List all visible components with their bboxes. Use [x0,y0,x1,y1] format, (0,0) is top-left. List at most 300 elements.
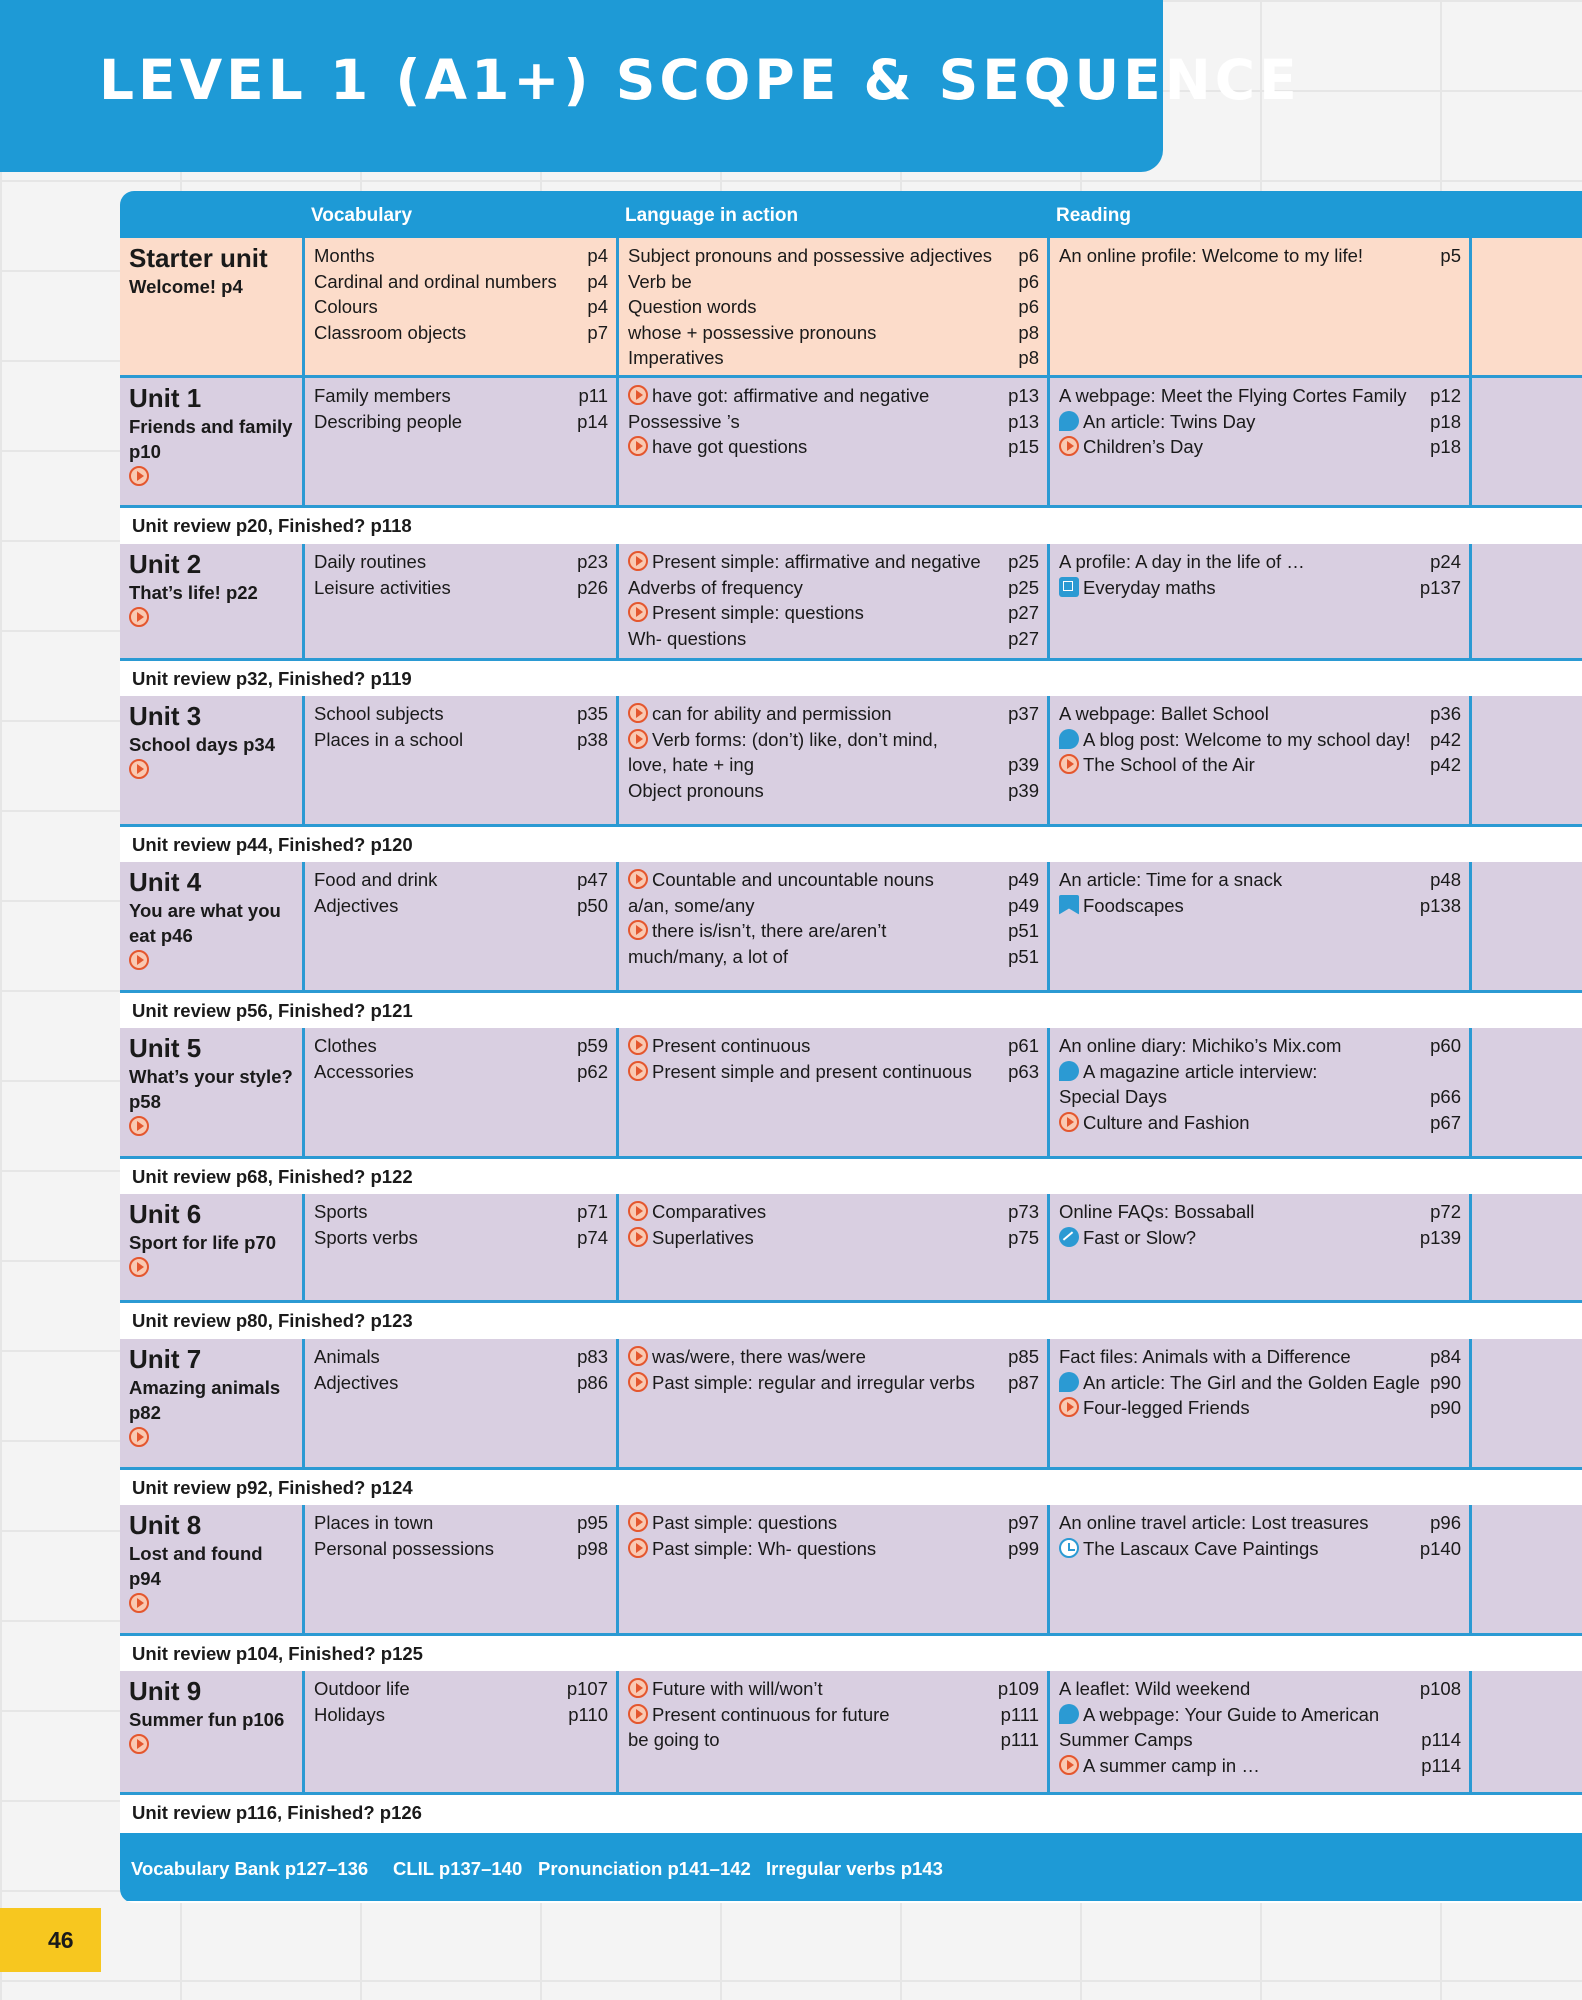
video-icon[interactable] [129,607,149,627]
entry-text: much/many, a lot of [628,945,789,967]
entry-text: Online FAQs: Bossaball [1059,1201,1255,1222]
video-icon [1059,1112,1079,1132]
table-entry [1059,1199,1461,1225]
entry-text: Adjectives [314,1371,399,1393]
table-entry [628,778,1039,804]
entry-text: Special Days [1059,1086,1167,1107]
entry-page: p38 [577,728,608,750]
entry-text: Present simple and present continuous [652,1060,972,1082]
table-entry [628,383,1039,409]
entry-text: Sports [314,1201,368,1222]
video-icon[interactable] [129,950,149,970]
table-entry [1059,727,1461,753]
entry-page: p6 [1018,270,1039,292]
unit-subtitle: You are what you eat p46 [129,900,281,946]
entry-text: Adverbs of frequency [628,576,803,598]
entry-text: Cardinal and ordinal numbers [314,270,557,292]
entry-text: An article: Time for a snack [1059,869,1283,890]
video-icon [628,1035,648,1055]
entry-page: p50 [577,894,608,916]
page-number: 46 [0,1908,101,1972]
entry-text: A blog post: Welcome to my school day! [1083,728,1411,750]
table-entry [628,626,1039,652]
table-entry [628,752,1039,778]
entry-page: p96 [1430,1512,1461,1533]
vocabulary-cell [302,378,616,505]
video-icon [628,1512,648,1532]
table-entry [314,893,608,919]
speech-icon [1059,411,1079,431]
entry-page: p86 [577,1371,608,1393]
video-icon [628,920,648,940]
entry-text: a/an, some/any [628,894,755,916]
vocabulary-cell [302,1339,616,1467]
unit-row [120,544,1582,661]
entry-text: An online profile: Welcome to my life! [1059,245,1364,266]
overflow-cell [1469,1194,1582,1300]
vocabulary-cell [302,238,616,375]
table-entry [1059,893,1461,919]
table-entry [1059,383,1461,409]
entry-text: Outdoor life [314,1678,410,1699]
unit-subtitle: Amazing animals p82 [129,1377,281,1423]
history-icon [1059,1538,1079,1558]
entry-page: p23 [577,551,608,572]
unit-name: Starter unit [129,243,268,273]
entry-text: An article: Twins Day [1083,410,1256,432]
entry-page: p95 [577,1512,608,1533]
video-icon [628,551,648,571]
entry-page: p37 [1008,703,1039,724]
speech-icon [1059,1061,1079,1081]
reading-cell [1047,544,1469,658]
table-entry [1059,575,1461,601]
entry-text: Daily routines [314,551,427,572]
unit-subtitle: That’s life! p22 [129,582,258,603]
video-icon[interactable] [129,1593,149,1613]
entry-page: p13 [1008,385,1039,406]
unit-name: Unit 8 [129,1510,202,1540]
entry-page: p99 [1008,1537,1039,1559]
entry-page: p111 [1000,1729,1039,1750]
entry-page: p108 [1419,1678,1461,1699]
entry-text: Months [314,245,375,266]
overflow-cell [1469,1028,1582,1156]
unit-title-cell [120,1505,302,1633]
table-entry [1059,1344,1461,1370]
entry-text: Comparatives [652,1201,767,1222]
entry-page: p5 [1440,245,1461,266]
entry-page: p90 [1430,1371,1461,1393]
table-entry [1059,701,1461,727]
footer-link[interactable]: Vocabulary Bank p127–136 [131,1858,369,1879]
entry-text: Present continuous [652,1035,811,1056]
overflow-cell [1469,1339,1582,1467]
table-entry [1059,1084,1461,1110]
table-entry [628,1702,1039,1728]
table-entry [628,1536,1039,1562]
entry-page: p114 [1421,1729,1461,1750]
entry-page: p26 [577,576,608,598]
entry-text: there is/isn’t, there are/aren’t [652,920,887,941]
table-entry [314,294,608,320]
reading-cell [1047,862,1469,990]
table-header [120,191,1582,238]
entry-text: A webpage: Your Guide to American [1083,1703,1380,1725]
table-entry [628,434,1039,460]
video-icon[interactable] [129,466,149,486]
table-entry [314,320,608,346]
unit-name: Unit 9 [129,1676,202,1706]
table-entry [628,1370,1039,1396]
unit-row [120,238,1582,378]
video-icon[interactable] [129,1734,149,1754]
video-icon [628,1678,648,1698]
video-icon [1059,1755,1079,1775]
table-entry [628,600,1039,626]
unit-title-cell [120,1671,302,1792]
video-icon [628,1704,648,1724]
table-entry [314,409,608,435]
video-icon[interactable] [129,1116,149,1136]
table-entry [628,1510,1039,1536]
table-entry [1059,1727,1461,1753]
unit-title-cell [120,1194,302,1300]
vocabulary-cell [302,544,616,658]
table-entry [628,1199,1039,1225]
entry-page: p97 [1008,1512,1039,1533]
footer-link[interactable]: Irregular verbs p143 [766,1858,943,1879]
entry-text: A webpage: Meet the Flying Cortes Family [1059,385,1407,406]
entry-page: p85 [1008,1346,1039,1367]
entry-page: p39 [1008,754,1039,775]
unit-review: Unit review p92, Finished? p124 [120,1470,1582,1505]
entry-page: p27 [1008,602,1039,623]
unit-subtitle: Welcome! p4 [129,276,243,297]
language-cell [616,1194,1047,1300]
entry-text: Countable and uncountable nouns [652,869,934,890]
entry-text: Possessive ’s [628,410,740,432]
entry-page: p39 [1008,779,1039,801]
entry-text: Leisure activities [314,576,451,598]
entry-page: p35 [577,703,608,724]
entry-text: was/were, there was/were [652,1346,866,1367]
entry-page: p12 [1430,385,1461,406]
table-entry [1059,1395,1461,1421]
entry-page: p48 [1430,869,1461,890]
entry-text: Sports verbs [314,1226,418,1248]
entry-page: p61 [1008,1035,1039,1056]
entry-page: p59 [577,1035,608,1056]
unit-review: Unit review p104, Finished? p125 [120,1636,1582,1671]
entry-page: p47 [577,869,608,890]
table-entry [628,867,1039,893]
entry-page: p74 [577,1226,608,1248]
entry-page: p36 [1430,703,1461,724]
table-entry [1059,867,1461,893]
video-icon[interactable] [129,1427,149,1447]
language-cell [616,1671,1047,1792]
entry-text: The Lascaux Cave Paintings [1083,1537,1319,1559]
table-entry [628,243,1039,269]
video-icon [628,602,648,622]
video-icon [1059,1397,1079,1417]
entry-page: p42 [1430,754,1461,775]
entry-page: p137 [1419,576,1461,598]
unit-row [120,378,1582,508]
table-entry [314,701,608,727]
entry-text: Clothes [314,1035,377,1056]
entry-page: p4 [587,245,608,266]
overflow-cell [1469,378,1582,505]
video-icon [628,869,648,889]
entry-text: Family members [314,385,451,406]
entry-text: Classroom objects [314,321,467,343]
reading-cell [1047,238,1469,375]
speech-icon [1059,1372,1079,1392]
unit-subtitle: Lost and found p94 [129,1543,263,1589]
table-entry [314,1536,608,1562]
entry-page: p18 [1430,410,1461,432]
overflow-cell [1469,1505,1582,1633]
unit-title-cell [120,378,302,505]
entry-page: p4 [587,270,608,292]
video-icon [628,1201,648,1221]
language-cell [616,862,1047,990]
unit-review: Unit review p20, Finished? p118 [120,508,1582,543]
scope-table [120,191,1582,1903]
unit-title-cell [120,1028,302,1156]
reading-cell [1047,1671,1469,1792]
entry-page: p25 [1008,551,1039,572]
entry-page: p87 [1008,1371,1039,1393]
entry-text: Verb be [628,270,692,292]
reading-cell [1047,696,1469,824]
language-cell [616,378,1047,505]
table-entry [628,1225,1039,1251]
col-header-language: Language in action [625,205,799,226]
entry-text: Food and drink [314,869,438,890]
unit-name: Unit 4 [129,867,202,897]
entry-page: p67 [1430,1111,1461,1133]
table-entry [1059,1702,1461,1728]
entry-text: Everyday maths [1083,576,1216,598]
language-cell [616,1505,1047,1633]
entry-page: p60 [1430,1035,1461,1056]
unit-title-cell [120,862,302,990]
reading-cell [1047,1194,1469,1300]
entry-text: Future with will/won’t [652,1678,823,1699]
video-icon [628,1346,648,1366]
entry-page: p15 [1008,436,1039,457]
unit-title-cell [120,1339,302,1467]
entry-text: Foodscapes [1083,894,1184,916]
overflow-cell [1469,1671,1582,1792]
geo-icon [1059,895,1079,915]
entry-text: An article: The Girl and the Golden Eagle [1083,1371,1420,1393]
table-entry [314,1370,608,1396]
entry-page: p27 [1008,627,1039,649]
vocabulary-cell [302,696,616,824]
table-entry [628,1676,1039,1702]
entry-text: Accessories [314,1060,414,1082]
overflow-cell [1469,862,1582,990]
entry-text: An online diary: Michiko’s Mix.com [1059,1035,1342,1056]
entry-page: p109 [997,1678,1039,1699]
entry-text: Past simple: regular and irregular verbs [652,1371,975,1393]
vocabulary-cell [302,1505,616,1633]
entry-text: Present simple: questions [652,602,864,623]
video-icon [628,385,648,405]
table-entry [628,1059,1039,1085]
entry-text: Culture and Fashion [1083,1111,1250,1133]
reading-cell [1047,378,1469,505]
entry-text: Four-legged Friends [1083,1397,1250,1418]
entry-text: Wh- questions [628,627,747,649]
table-entry [628,345,1039,371]
entry-page: p107 [566,1678,608,1699]
table-entry [314,549,608,575]
unit-title-cell [120,544,302,658]
video-icon[interactable] [129,759,149,779]
table-entry [628,944,1039,970]
unit-subtitle: Friends and family p10 [129,416,293,462]
entry-page: p51 [1008,945,1039,967]
entry-text: have got questions [652,436,808,457]
entry-page: p139 [1419,1226,1461,1248]
table-entry [628,1727,1039,1753]
table-entry [314,1033,608,1059]
entry-page: p83 [577,1346,608,1367]
unit-row [120,1505,1582,1636]
entry-page: p8 [1018,321,1039,343]
unit-review: Unit review p116, Finished? p126 [120,1795,1582,1830]
table-entry [628,701,1039,727]
table-entry [1059,549,1461,575]
table-entry [628,320,1039,346]
unit-row [120,696,1582,827]
entry-page: p63 [1008,1060,1039,1082]
col-header-reading: Reading [1056,205,1131,226]
entry-page: p14 [577,410,608,432]
unit-subtitle: Summer fun p106 [129,1709,285,1730]
video-icon[interactable] [129,1257,149,1277]
table-entry [628,575,1039,601]
reading-cell [1047,1339,1469,1467]
entry-text: Colours [314,296,378,317]
entry-page: p73 [1008,1201,1039,1222]
page-title: LEVEL 1 (A1+) SCOPE & SEQUENCE [99,48,1301,112]
entry-page: p49 [1008,894,1039,916]
entry-text: Fast or Slow? [1083,1226,1197,1248]
overflow-cell [1469,544,1582,658]
unit-row [120,862,1582,993]
entry-page: p6 [1018,245,1039,266]
sport-icon [1059,1227,1079,1247]
unit-name: Unit 1 [129,383,202,413]
table-entry [1059,752,1461,778]
video-icon [628,436,648,456]
entry-text: Children’s Day [1083,436,1203,457]
entry-text: A webpage: Ballet School [1059,703,1269,724]
vocabulary-cell [302,1671,616,1792]
video-icon [1059,754,1079,774]
unit-title-cell [120,238,302,375]
entry-text: Describing people [314,410,463,432]
entry-page: p18 [1430,436,1461,457]
table-entry [314,1344,608,1370]
entry-text: Past simple: Wh- questions [652,1537,877,1559]
language-cell [616,1028,1047,1156]
clil-icon [1059,577,1079,597]
reading-cell [1047,1028,1469,1156]
entry-text: Present simple: affirmative and negative [652,551,981,572]
entry-page: p138 [1419,894,1461,916]
entry-text: Places in a school [314,728,464,750]
table-entry [1059,243,1461,269]
entry-page: p42 [1430,728,1461,750]
unit-name: Unit 5 [129,1033,202,1063]
entry-text: Object pronouns [628,779,764,801]
language-cell [616,1339,1047,1467]
entry-text: be going to [628,1729,720,1750]
table-entry [314,867,608,893]
entry-page: p111 [1000,1703,1039,1725]
table-entry [628,294,1039,320]
entry-text: A leaflet: Wild weekend [1059,1678,1251,1699]
entry-text: have got: affirmative and negative [652,385,930,406]
table-entry [628,269,1039,295]
vocabulary-cell [302,862,616,990]
entry-page: p11 [578,385,608,406]
entry-page: p75 [1008,1226,1039,1248]
video-icon [628,1538,648,1558]
entry-page: p71 [577,1201,608,1222]
unit-review: Unit review p68, Finished? p122 [120,1159,1582,1194]
unit-row [120,1339,1582,1470]
entry-text: A summer camp in … [1083,1754,1260,1776]
unit-subtitle: Sport for life p70 [129,1232,276,1253]
entry-page: p114 [1421,1754,1461,1776]
entry-text: A magazine article interview: [1083,1060,1318,1082]
table-entry [314,1225,608,1251]
video-icon [1059,436,1079,456]
entry-page: p62 [577,1060,608,1082]
table-entry [628,1344,1039,1370]
entry-text: Personal possessions [314,1537,494,1559]
table-entry [314,575,608,601]
table-entry [314,269,608,295]
entry-text: The School of the Air [1083,754,1255,775]
entry-page: p6 [1018,296,1039,317]
entry-text: love, hate + ing [628,754,754,775]
footer-link[interactable]: CLIL p137–140 [393,1858,523,1879]
table-entry [314,1702,608,1728]
entry-page: p110 [568,1703,608,1725]
overflow-cell [1469,696,1582,824]
unit-row [120,1671,1582,1795]
entry-text: Present continuous for future [652,1703,890,1725]
video-icon [628,703,648,723]
unit-review: Unit review p80, Finished? p123 [120,1303,1582,1338]
table-entry [1059,1676,1461,1702]
entry-page: p72 [1430,1201,1461,1222]
entry-text: An online travel article: Lost treasures [1059,1512,1369,1533]
table-entry [628,918,1039,944]
language-cell [616,696,1047,824]
footer-link[interactable]: Pronunciation p141–142 [538,1858,751,1879]
entry-page: p66 [1430,1086,1461,1107]
